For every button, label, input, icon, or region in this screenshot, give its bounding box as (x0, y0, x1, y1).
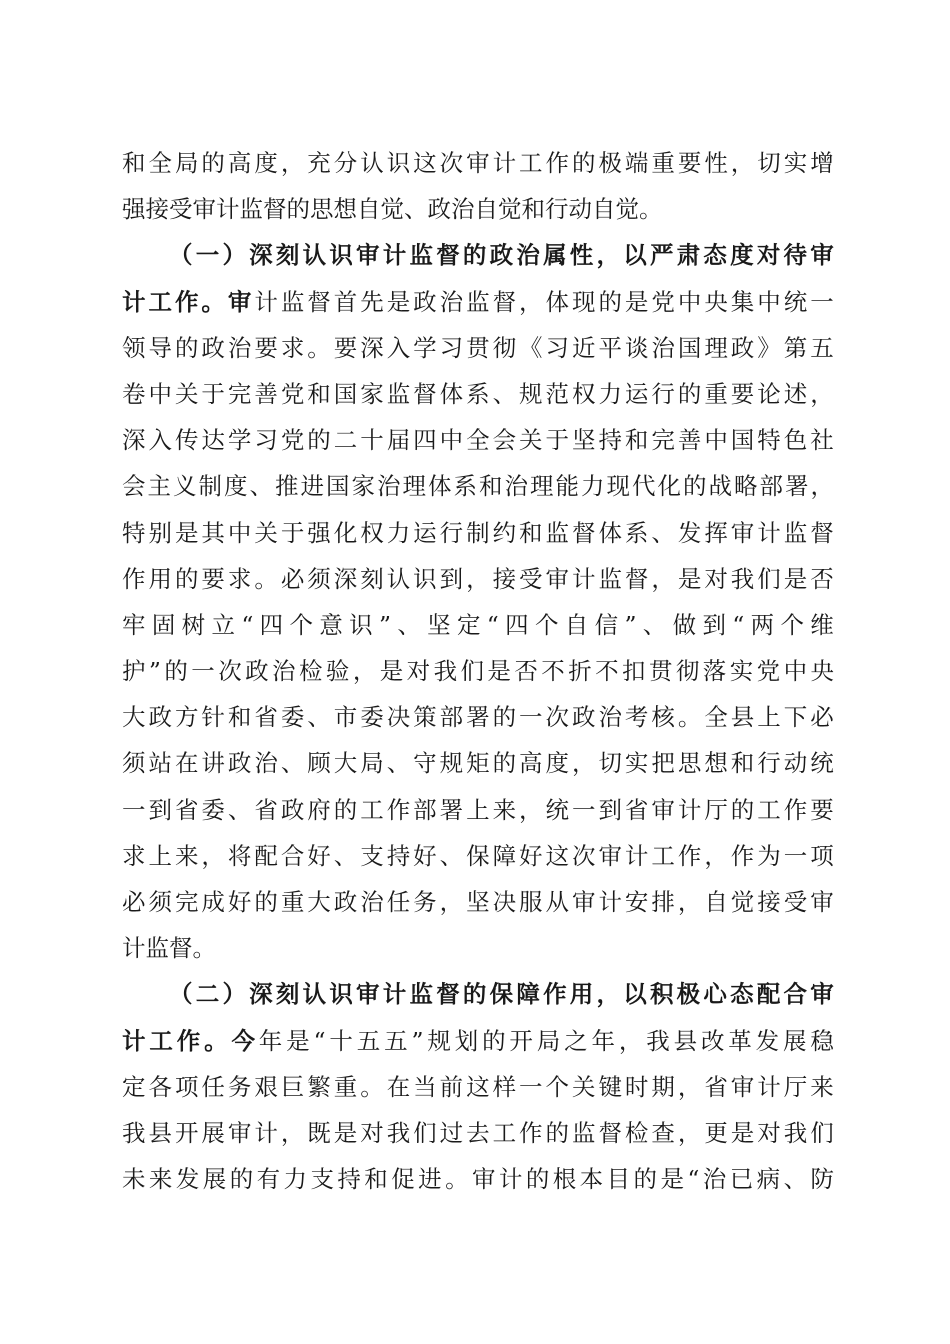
text-line: 卷 中 关 于 完 善 党 和 国 家 监 督 体 系 、 规 范 权 力 运 行 的 重 要 论 述 ， (122, 379, 834, 408)
text-line: 深 入 传 达 学 习 党 的 二 十 届 四 中 全 会 关 于 坚 持 和 完 善 中 国 特 色 社 (122, 426, 834, 455)
text-line: （ 一 ） 深 刻 认 识 审 计 监 督 的 政 治 属 性 ， 以 严 肃 态 度 对 待 审 (169, 241, 834, 270)
text-line: 护 ” 的 一 次 政 治 检 验 ， 是 对 我 们 是 否 不 折 不 扣 贯 彻 落 实 党 中 央 (122, 657, 834, 686)
text-line: 会 主 义 制 度 、 推 进 国 家 治 理 体 系 和 治 理 能 力 现 代 化 的 战 略 部 署 ， (122, 472, 834, 501)
text-line: 求 上 来 ， 将 配 合 好 、 支 持 好 、 保 障 好 这 次 审 计 工 作 ， 作 为 一 项 (122, 841, 834, 870)
text-line: 领 导 的 政 治 要 求 。 要 深 入 学 习 贯 彻 《 习 近 平 谈 治 国 理 政 》 第 五 (122, 333, 834, 362)
text-line: （ 二 ） 深 刻 认 识 审 计 监 督 的 保 障 作 用 ， 以 积 极 心 态 配 合 审 (169, 980, 834, 1009)
text-line: 一 到 省 委 、 省 政 府 的 工 作 部 署 上 来 ， 统 一 到 省 审 计 厅 的 工 作 要 (122, 795, 834, 824)
text-line: 特 别 是 其 中 关 于 强 化 权 力 运 行 制 约 和 监 督 体 系 、 发 挥 审 计 监 督 (122, 518, 834, 547)
text-line: 须 站 在 讲 政 治 、 顾 大 局 、 守 规 矩 的 高 度 ， 切 实 把 思 想 和 行 动 统 (122, 749, 834, 778)
text-line: 未 来 发 展 的 有 力 支 持 和 促 进 。 审 计 的 根 本 目 的 是 “ 治 已 病 、 防 (122, 1165, 834, 1194)
text-line: 必 须 完 成 好 的 重 大 政 治 任 务 ， 坚 决 服 从 审 计 安 排 ， 自 觉 接 受 审 (122, 888, 834, 916)
text-line: 作 用 的 要 求 。 必 须 深 刻 认 识 到 ， 接 受 审 计 监 督 ， 是 对 我 们 是 否 (122, 564, 834, 593)
text-line: 牢 固 树 立 “ 四 个 意 识 ” 、 坚 定 “ 四 个 自 信 ” 、 做 到 “ 两 个 维 (122, 610, 834, 639)
text-line: 计 工 作 。 审 计 监 督 首 先 是 政 治 监 督 ， 体 现 的 是 党 中 央 集 中 统 一 (122, 287, 834, 316)
document-body (122, 140, 834, 1202)
text-line: 大 政 方 针 和 省 委 、 市 委 决 策 部 署 的 一 次 政 治 考 核 。 全 县 上 下 必 (122, 703, 834, 732)
text-line: 计 工 作 。 今 年 是 “ 十 五 五 ” 规 划 的 开 局 之 年 ， 我 县 改 革 发 展 稳 (122, 1026, 834, 1055)
text-line: 强 接 受 审 计 监 督 的 思 想 自 觉 、 政 治 自 觉 和 行 动 自 觉 。 (122, 195, 663, 224)
text-line: 计 监 督 。 (122, 934, 216, 963)
text-line: 定 各 项 任 务 艰 巨 繁 重 。 在 当 前 这 样 一 个 关 键 时 期 ， 省 审 计 厅 来 (122, 1072, 834, 1101)
text-line: 和 全 局 的 高 度 ， 充 分 认 识 这 次 审 计 工 作 的 极 端 重 要 性 ， 切 实 增 (122, 149, 834, 177)
text-line: 我 县 开 展 审 计 ， 既 是 对 我 们 过 去 工 作 的 监 督 检 查 ， 更 是 对 我 们 (122, 1118, 834, 1147)
